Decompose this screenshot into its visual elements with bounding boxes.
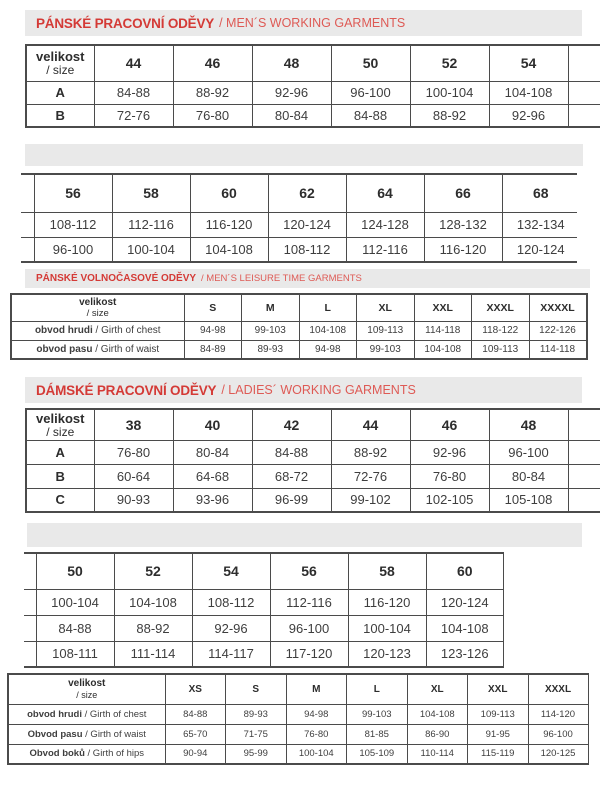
section-title-english: / MEN´S LEISURE TIME GARMENTS <box>201 273 362 284</box>
measurement-cell: 116-120 <box>348 589 426 615</box>
measurement-cell: 120-124 <box>268 212 346 237</box>
measurement-cell: 94-98 <box>299 340 357 359</box>
sizes-table <box>25 408 600 513</box>
size-label-english: / size <box>86 307 109 319</box>
size-column-header: XXL <box>468 674 529 704</box>
measurement-cell: 60-64 <box>94 464 173 488</box>
table-row <box>8 724 589 744</box>
row-label: A <box>26 440 94 464</box>
table-row <box>21 212 577 237</box>
size-column-header: 48 <box>252 45 331 81</box>
measurement-cell: 99-102 <box>331 488 410 512</box>
measurement-cell: 105-108 <box>489 488 568 512</box>
measurement-cell: 132-134 <box>502 212 577 237</box>
table-row <box>26 488 600 512</box>
measurement-cell: 94-98 <box>286 704 347 724</box>
size-column-header: 44 <box>331 409 410 440</box>
size-column-header: 56 <box>270 553 348 589</box>
measurement-cell: 104-108 <box>114 589 192 615</box>
clipped-column-stub <box>24 553 36 589</box>
section-title-english: / MEN´S WORKING GARMENTS <box>219 16 406 30</box>
measurement-cell: 81-85 <box>347 724 408 744</box>
size-column-header: S <box>226 674 287 704</box>
measurement-cell: 90-94 <box>165 744 226 764</box>
measurement-cell: 111-114 <box>114 641 192 667</box>
clipped-cell-stub <box>21 237 34 262</box>
size-label-czech: velikost <box>36 410 85 426</box>
row-label: A <box>26 81 94 104</box>
measurement-cell: 110-114 <box>407 744 468 764</box>
measurement-cell: 99-103 <box>242 321 300 340</box>
size-column-header: XXXXL <box>529 294 587 321</box>
size-column-header: 46 <box>173 45 252 81</box>
size-column-header: 60 <box>190 174 268 212</box>
size-column-header: 54 <box>192 553 270 589</box>
measurement-cell: 116-120 <box>190 212 268 237</box>
size-column-header: 68 <box>502 174 577 212</box>
size-column-header: 58 <box>112 174 190 212</box>
size-column-header: 38 <box>94 409 173 440</box>
measurement-cell: 84-88 <box>36 615 114 641</box>
measurement-cell: 96-100 <box>489 440 568 464</box>
table-row <box>8 744 589 764</box>
measurement-cell: 88-92 <box>331 440 410 464</box>
measurement-cell: 114-118 <box>529 340 587 359</box>
size-column-header: 64 <box>346 174 424 212</box>
measurement-cell: 93-96 <box>173 488 252 512</box>
mens-working-sizes-table-44-54 <box>25 44 600 136</box>
measurement-cell: 112-116 <box>346 237 424 262</box>
section-header-ladies-working <box>25 377 582 403</box>
row-label: C <box>26 488 94 512</box>
table-row <box>26 440 600 464</box>
measurement-cell: 114-120 <box>528 704 589 724</box>
measure-label <box>11 340 184 359</box>
size-column-header: XXL <box>414 294 472 321</box>
size-label-czech: velikost <box>36 49 85 65</box>
measurement-cell: 115-119 <box>468 744 529 764</box>
size-label-header <box>8 674 165 704</box>
size-column-header: 54 <box>489 45 568 81</box>
measurement-cell: 96-100 <box>528 724 589 744</box>
clipped-column-stub <box>21 174 34 212</box>
measurement-cell: 118-122 <box>472 321 530 340</box>
measurement-cell: 96-100 <box>270 615 348 641</box>
measurement-cell: 109-113 <box>468 704 529 724</box>
measurement-cell: 102-105 <box>410 488 489 512</box>
measurement-cell: 124-128 <box>346 212 424 237</box>
size-label-czech: velikost <box>79 296 117 308</box>
measurement-cell: 100-104 <box>36 589 114 615</box>
measurement-cell: 88-92 <box>173 81 252 104</box>
size-column-header: 56 <box>34 174 112 212</box>
size-label-english: / size <box>46 424 75 439</box>
size-column-header: 58 <box>348 553 426 589</box>
table-continuation-band <box>25 144 583 166</box>
measure-label-english: / Girth of waist <box>92 343 160 355</box>
measurement-cell: 84-89 <box>184 340 242 359</box>
measurement-cell: 65-70 <box>165 724 226 744</box>
measurement-cell: 84-88 <box>94 81 173 104</box>
measurement-cell: 88-92 <box>114 615 192 641</box>
table-continuation-band <box>27 523 582 547</box>
measurement-cell: 92-96 <box>192 615 270 641</box>
size-column-header: 52 <box>114 553 192 589</box>
mens-leisure-sizes-table <box>10 293 588 365</box>
table-row <box>11 321 587 340</box>
clipped-cell-stub <box>24 641 36 667</box>
clipped-column-stub <box>568 45 600 81</box>
header-row <box>11 294 587 321</box>
measurement-cell: 92-96 <box>489 104 568 127</box>
section-title-czech: PÁNSKÉ PRACOVNÍ ODĚVY <box>36 15 215 31</box>
measurement-cell: 88-92 <box>410 104 489 127</box>
measurement-cell: 80-84 <box>489 464 568 488</box>
measurement-cell: 120-123 <box>348 641 426 667</box>
size-label-czech: velikost <box>68 678 106 690</box>
measurement-cell: 91-95 <box>468 724 529 744</box>
measurement-cell: 84-88 <box>331 104 410 127</box>
table-row <box>8 704 589 724</box>
table-row <box>26 81 600 104</box>
sizes-table <box>25 44 600 128</box>
measurement-cell: 104-108 <box>299 321 357 340</box>
clipped-cell-stub <box>568 81 600 104</box>
clipped-cell-stub <box>24 615 36 641</box>
measurement-cell: 72-76 <box>331 464 410 488</box>
measurement-cell: 96-100 <box>331 81 410 104</box>
sizes-table <box>21 173 577 263</box>
section-title-czech: PÁNSKÉ VOLNOČASOVÉ ODĚVY <box>36 273 197 284</box>
clipped-cell-stub <box>568 440 600 464</box>
measurement-cell: 84-88 <box>252 440 331 464</box>
measure-label-czech: obvod hrudi <box>27 708 82 720</box>
measurement-cell: 112-116 <box>112 212 190 237</box>
measurement-cell: 80-84 <box>173 440 252 464</box>
clipped-cell-stub <box>568 464 600 488</box>
measurement-cell: 92-96 <box>410 440 489 464</box>
size-column-header: XXXL <box>528 674 589 704</box>
sizes-table <box>24 552 504 668</box>
size-column-header: M <box>242 294 300 321</box>
measurement-cell: 64-68 <box>173 464 252 488</box>
measurement-cell: 100-104 <box>112 237 190 262</box>
measurement-cell: 94-98 <box>184 321 242 340</box>
size-column-header: 48 <box>489 409 568 440</box>
size-label-english: / size <box>46 63 75 78</box>
table-row <box>24 589 504 615</box>
measurement-cell: 120-125 <box>528 744 589 764</box>
section-header-mens-working <box>25 10 582 36</box>
measurement-cell: 122-126 <box>529 321 587 340</box>
measure-label-czech: obvod hrudi <box>34 325 93 336</box>
measurement-cell: 96-99 <box>252 488 331 512</box>
measurement-cell: 120-124 <box>426 589 504 615</box>
measurement-cell: 96-100 <box>34 237 112 262</box>
measure-label-english: / Girth of chest <box>81 708 147 720</box>
table-row <box>21 237 577 262</box>
size-column-header: 46 <box>410 409 489 440</box>
measurement-cell: 128-132 <box>424 212 502 237</box>
sizes-table <box>7 673 589 765</box>
clipped-cell-stub <box>21 212 34 237</box>
measure-label-czech: Obvod pasu <box>27 728 83 740</box>
measurement-cell: 100-104 <box>286 744 347 764</box>
measurement-cell: 99-103 <box>357 340 415 359</box>
section-title-english: / LADIES´ WORKING GARMENTS <box>221 383 416 397</box>
size-column-header: 52 <box>410 45 489 81</box>
size-column-header: XXXL <box>472 294 530 321</box>
measurement-cell: 76-80 <box>94 440 173 464</box>
measurement-cell: 108-112 <box>34 212 112 237</box>
measure-label-english: / Girth of waist <box>82 728 146 740</box>
measurement-cell: 104-108 <box>426 615 504 641</box>
row-label: B <box>26 464 94 488</box>
measurement-cell: 109-113 <box>472 340 530 359</box>
header-row <box>26 409 600 440</box>
header-row <box>24 553 504 589</box>
measure-label-english: / Girth of chest <box>92 325 161 336</box>
size-column-header: M <box>286 674 347 704</box>
measure-label-czech: Obvod boků <box>29 748 85 760</box>
section-header-mens-leisure <box>25 269 590 288</box>
table-row <box>11 340 587 359</box>
size-column-header: XS <box>165 674 226 704</box>
measurement-cell: 114-117 <box>192 641 270 667</box>
clipped-cell-stub <box>568 104 600 127</box>
measurement-cell: 108-112 <box>268 237 346 262</box>
size-column-header: 62 <box>268 174 346 212</box>
header-row <box>8 674 589 704</box>
sizes-table <box>10 293 588 360</box>
ladies-working-sizes-table-50-60 <box>24 552 504 674</box>
size-label-english: / size <box>76 690 98 701</box>
measurement-cell: 86-90 <box>407 724 468 744</box>
measure-label-czech: obvod pasu <box>36 343 93 355</box>
measurement-cell: 104-108 <box>414 340 472 359</box>
measurement-cell: 109-113 <box>357 321 415 340</box>
measurement-cell: 89-93 <box>226 704 287 724</box>
measurement-cell: 112-116 <box>270 589 348 615</box>
table-row <box>26 104 600 127</box>
clipped-cell-stub <box>24 589 36 615</box>
measurement-cell: 100-104 <box>348 615 426 641</box>
ladies-leisure-sizes-table <box>7 673 589 770</box>
section-title-czech: DÁMSKÉ PRACOVNÍ ODĚVY <box>36 382 217 398</box>
size-column-header: 60 <box>426 553 504 589</box>
measurement-cell: 116-120 <box>424 237 502 262</box>
measurement-cell: 104-108 <box>489 81 568 104</box>
measurement-cell: 117-120 <box>270 641 348 667</box>
measure-label <box>11 321 184 340</box>
row-label: B <box>26 104 94 127</box>
size-column-header: 40 <box>173 409 252 440</box>
ladies-working-sizes-table-38-48 <box>25 408 600 520</box>
measurement-cell: 76-80 <box>173 104 252 127</box>
clipped-column-stub <box>568 409 600 440</box>
measurement-cell: 95-99 <box>226 744 287 764</box>
measurement-cell: 84-88 <box>165 704 226 724</box>
measurement-cell: 123-126 <box>426 641 504 667</box>
size-column-header: L <box>299 294 357 321</box>
measurement-cell: 76-80 <box>286 724 347 744</box>
measurement-cell: 92-96 <box>252 81 331 104</box>
table-row <box>24 615 504 641</box>
measurement-cell: 90-93 <box>94 488 173 512</box>
measurement-cell: 108-112 <box>192 589 270 615</box>
size-column-header: XL <box>407 674 468 704</box>
measurement-cell: 100-104 <box>410 81 489 104</box>
measure-label <box>8 724 165 744</box>
header-row <box>26 45 600 81</box>
clipped-cell-stub <box>568 488 600 512</box>
size-label-header <box>11 294 184 321</box>
table-row <box>26 464 600 488</box>
measure-label <box>8 704 165 724</box>
size-column-header: 50 <box>36 553 114 589</box>
header-row <box>21 174 577 212</box>
measurement-cell: 99-103 <box>347 704 408 724</box>
mens-working-sizes-table-56-68 <box>21 173 577 269</box>
size-column-header: 42 <box>252 409 331 440</box>
measurement-cell: 89-93 <box>242 340 300 359</box>
measurement-cell: 108-111 <box>36 641 114 667</box>
measurement-cell: 104-108 <box>407 704 468 724</box>
size-label-header <box>26 409 94 440</box>
measurement-cell: 68-72 <box>252 464 331 488</box>
size-label-header <box>26 45 94 81</box>
size-column-header: S <box>184 294 242 321</box>
measurement-cell: 72-76 <box>94 104 173 127</box>
table-row <box>24 641 504 667</box>
size-column-header: 44 <box>94 45 173 81</box>
size-column-header: XL <box>357 294 415 321</box>
measurement-cell: 114-118 <box>414 321 472 340</box>
size-column-header: 66 <box>424 174 502 212</box>
measurement-cell: 71-75 <box>226 724 287 744</box>
size-column-header: 50 <box>331 45 410 81</box>
measurement-cell: 120-124 <box>502 237 577 262</box>
measure-label <box>8 744 165 764</box>
measurement-cell: 105-109 <box>347 744 408 764</box>
size-column-header: L <box>347 674 408 704</box>
measurement-cell: 76-80 <box>410 464 489 488</box>
measurement-cell: 80-84 <box>252 104 331 127</box>
measurement-cell: 104-108 <box>190 237 268 262</box>
measure-label-english: / Girth of hips <box>84 748 145 760</box>
